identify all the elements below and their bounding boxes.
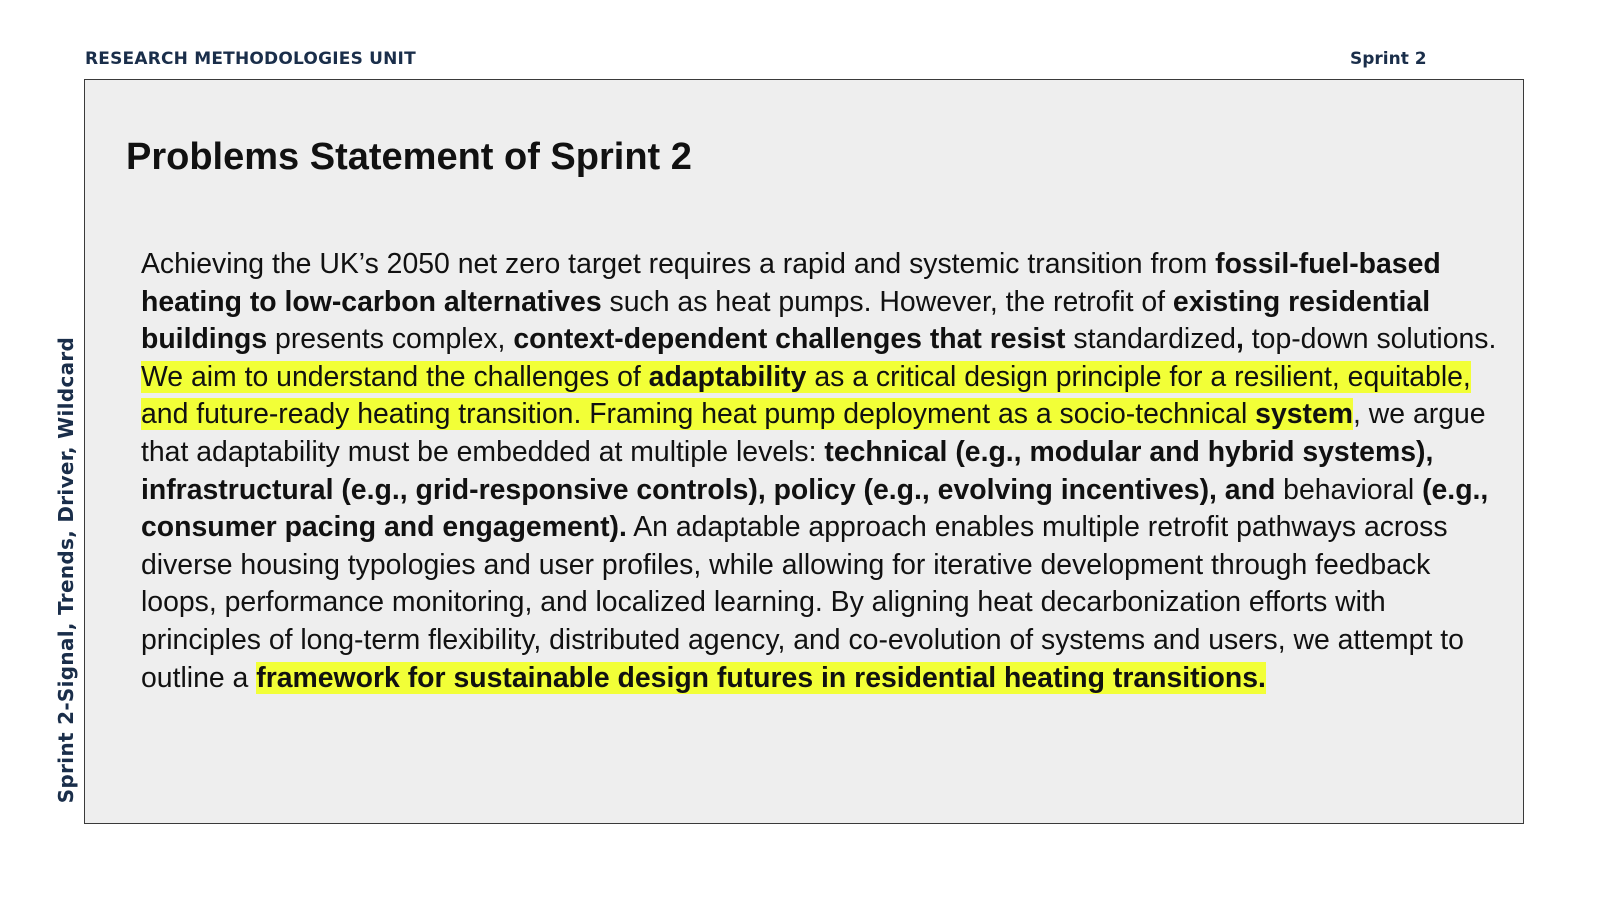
slide-title: Problems Statement of Sprint 2 — [126, 136, 692, 178]
content-panel — [84, 79, 1524, 824]
statement-segment: Achieving the UK’s 2050 net zero target requires a rapid and systemic transition from — [141, 248, 1216, 280]
sprint-label: Sprint 2 — [1350, 49, 1427, 69]
side-label: Sprint 2-Signal, Trends, Driver, Wildcard — [54, 336, 78, 804]
statement-segment: , we argue that adaptability must be embedded at multiple levels: — [141, 398, 1486, 468]
statement-segment: behavioral — [1275, 473, 1423, 506]
statement-segment: We aim to understand the challenges of — [141, 360, 649, 393]
statement-segment: context-dependent challenges that resist — [513, 323, 1066, 356]
unit-label: RESEARCH METHODOLOGIES UNIT — [85, 49, 416, 69]
statement-segment: presents complex, — [267, 323, 514, 356]
statement-segment: system — [1255, 398, 1354, 431]
statement-segment: adaptability — [648, 360, 807, 393]
statement-segment: framework for sustainable design futures in residential heating transitions. — [256, 661, 1266, 694]
statement-segment: An adaptable approach enables multiple retrofit pathways across diverse housing typologies and user profiles, while allowing for iterative development through feedback loops, performance monitoring, and localized learning. By aligning heat decarbonization efforts with principles of long-term flexibility, distributed agency, and co-evolution of systems and users, we attempt to outline a — [141, 511, 1464, 694]
statement-segment: standardized — [1065, 323, 1236, 356]
statement-segment: , — [1235, 323, 1244, 356]
problem-statement — [141, 246, 1507, 697]
statement-segment: existing residential buildings — [141, 285, 1431, 356]
statement-segment: such as heat pumps. However, the retrofit of — [601, 285, 1173, 318]
statement-segment: as a critical design principle for a resilient, equitable, and future-ready heating transition. Framing heat pump deployment as a socio-technical — [141, 360, 1471, 431]
statement-segment: (e.g., consumer pacing and engagement). — [141, 473, 1489, 544]
statement-segment: fossil-fuel-based heating to low-carbon alternatives — [141, 248, 1441, 318]
statement-segment: top-down solutions. — [1243, 323, 1497, 356]
statement-segment: technical (e.g., modular and hybrid systems), infrastructural (e.g., grid-responsive controls), policy (e.g., evolving incentives), and — [141, 435, 1434, 506]
